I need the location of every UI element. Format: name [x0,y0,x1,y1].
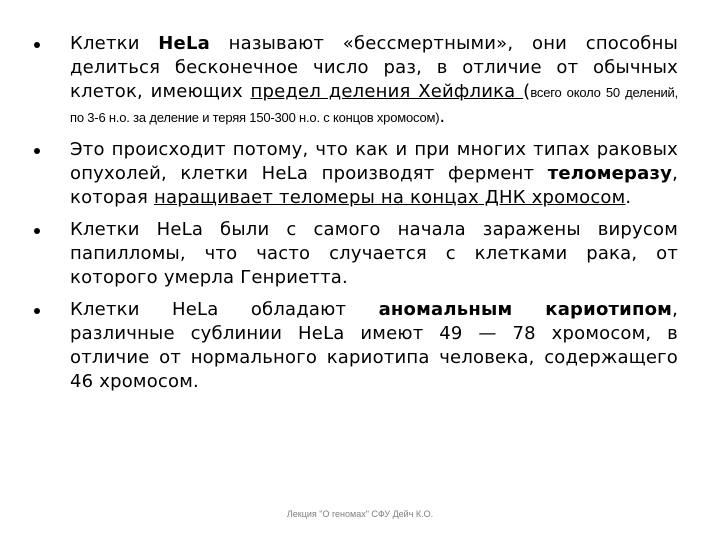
bullet-text [70,139,678,208]
text-run: . [625,187,632,208]
text-run-bold: HeLa [158,33,210,54]
hayflick-limit-link: предел деления Хейфлика [250,81,524,102]
text-run: Клетки [70,33,159,54]
bullet-list [32,32,678,402]
bullet-item-telomerase [32,138,678,210]
bullet-dot-icon [34,228,40,234]
text-run-bold: теломеразу [547,163,673,184]
bullet-text [70,219,678,288]
bullet-item-papilloma [32,218,678,290]
text-run: , различные сублинии HeLa имеют 49 — 78 хромосом, в отличие от нормального кариотипа человека, содержащего 46 хромосом. [70,299,678,392]
text-run: , которая [70,163,678,208]
bullet-dot-icon [34,42,40,48]
slide-footer: Лекция "О геномах" СФУ Дейч К.О. [286,509,434,519]
bullet-dot-icon [34,148,40,154]
bullet-dot-icon [34,308,40,314]
text-run: Клетки HeLa обладают [70,299,379,320]
bullet-item-karyotype [32,298,678,394]
bullet-text [70,299,678,392]
text-run-bold: аномальным кариотипом [378,299,673,320]
text-run: . [439,106,446,127]
text-run-underline: наращивает теломеры на концах ДНК хромосом [154,187,626,208]
text-run: называют «бессмертными», они способны делиться бесконечное число раз, в отличие от обычных клеток, имеющих [70,33,678,102]
bullet-text [70,33,678,127]
text-run: Это происходит потому, что как и при многих типах раковых опухолей, клетки HeLa производят фермент [70,139,678,184]
text-run-small: всего около 50 делений, по 3-6 н.о. за деление и теряя 150-300 н.о. с концов хромосом) [70,85,678,125]
text-run: Клетки HeLa были с самого начала заражены вирусом папилломы, что часто случается с клетками рака, от которого умерла Генриетта. [70,219,678,288]
text-run: ( [523,81,531,102]
bullet-item-hela-immortal [32,32,678,130]
